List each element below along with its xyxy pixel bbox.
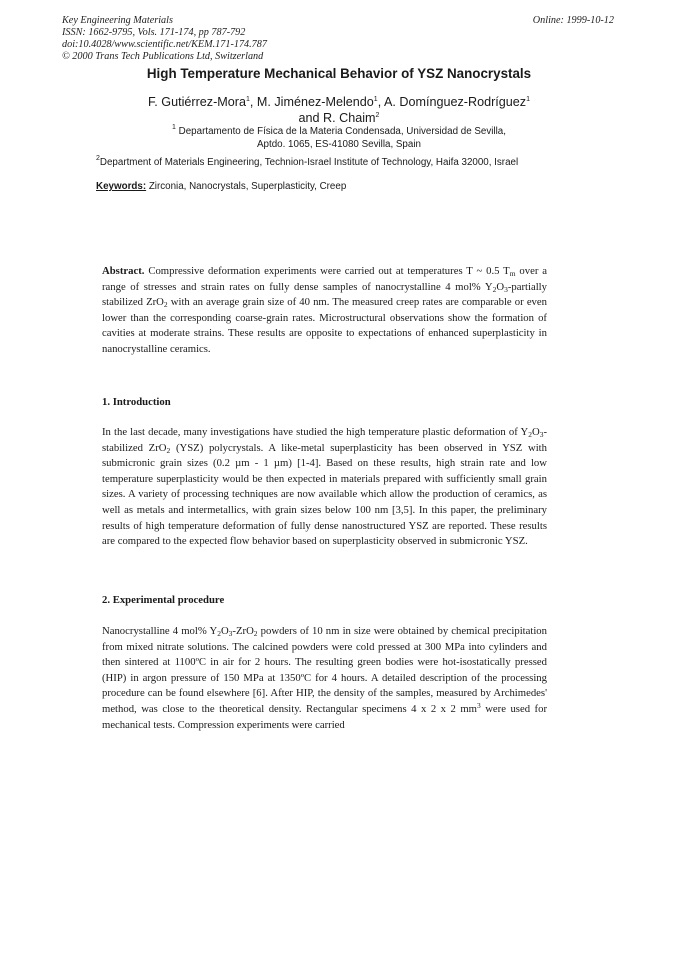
exp-text-1: Nanocrystalline 4 mol% Y bbox=[102, 625, 218, 637]
abstract-sub-zr2: 2 bbox=[163, 300, 168, 310]
experimental-paragraph bbox=[102, 624, 547, 733]
keywords-text: Zirconia, Nanocrystals, Superplasticity, Creep bbox=[146, 181, 347, 192]
abstract-text-2: over a range of stresses and strain rates on fully dense samples of nanocrystalline 4 mol% Y bbox=[102, 265, 547, 293]
affiliation-1-line-1: Departamento de Física de la Materia Condensada, Universidad de Sevilla, bbox=[175, 126, 506, 137]
author-4: and R. Chaim bbox=[298, 111, 376, 125]
author-2: , M. Jiménez-Melendo bbox=[249, 95, 374, 109]
intro-text-2: -stabilized ZrO bbox=[102, 426, 547, 454]
section-heading-experimental: 2. Experimental procedure bbox=[102, 594, 225, 606]
copyright-line: © 2000 Trans Tech Publications Ltd, Switzerland bbox=[62, 51, 264, 62]
abstract-sub-y2: 2 bbox=[492, 284, 497, 294]
author-4-affil: 2 bbox=[375, 112, 380, 119]
abstract-text-4: with an average grain size of 40 nm. The measured creep rates are comparable or even lower than the corresponding coarse-grain rates. Microstructural observations show the formation of cavities at moderate strains. These results are opposite to expectations of enhanced superplasticity in nanocrystalline ceramics. bbox=[102, 296, 547, 355]
author-2-affil: 1 bbox=[373, 96, 378, 103]
author-list bbox=[0, 94, 678, 126]
intro-text-1: In the last decade, many investigations have studied the high temperature plastic deformation of Y bbox=[102, 426, 529, 438]
exp-sub-1: 2 bbox=[217, 629, 221, 638]
affiliation-2-text: Department of Materials Engineering, Technion-Israel Institute of Technology, Haifa 32000, Israel bbox=[99, 157, 519, 168]
introduction-paragraph bbox=[102, 425, 547, 550]
intro-sub-2: 3 bbox=[539, 430, 544, 439]
issn-line: ISSN: 1662-9795, Vols. 171-174, pp 787-792 bbox=[62, 27, 246, 38]
exp-text-3: powders of 10 nm in size were obtained by chemical precipitation from mixed nitrate solutions. The calcined powders were cold pressed at 300 MPa into cylinders and then sintered at 1100ºC in air for 2 hours. The resulting green bodies were hot-isostatically pressed (HIP) in argon pressure of 150 MPa at 1350ºC for 4 hours. A detailed description of the processing procedure can be found elsewhere [6]. After HIP, the density of the samples, measured by Archimedes' method, was close to the theoretical density. Rectangular specimens 4 x 2 x 2 mm bbox=[102, 625, 547, 715]
intro-sub-3: 2 bbox=[166, 445, 171, 455]
exp-text-2: -ZrO bbox=[232, 625, 254, 637]
affiliation-2-marker: 2 bbox=[96, 155, 100, 162]
affiliation-1 bbox=[0, 125, 678, 151]
exp-sup-3: 3 bbox=[476, 700, 481, 710]
abstract-sub-o3: 3 bbox=[504, 284, 508, 294]
section-heading-introduction: 1. Introduction bbox=[102, 396, 171, 408]
keywords bbox=[96, 181, 346, 192]
affiliation-1-marker: 1 bbox=[172, 124, 176, 131]
paper-title: High Temperature Mechanical Behavior of YSZ Nanocrystals bbox=[146, 66, 532, 81]
abstract-text-1: Compressive deformation experiments were carried out at temperatures T ~ 0.5 T bbox=[144, 265, 510, 277]
author-1-affil: 1 bbox=[245, 96, 250, 103]
online-date: Online: 1999-10-12 bbox=[532, 15, 614, 26]
exp-text-o: O bbox=[220, 625, 229, 637]
doi-line: doi:10.4028/www.scientific.net/KEM.171-174.787 bbox=[62, 39, 267, 50]
abstract-text-o: O bbox=[496, 280, 505, 293]
abstract-label: Abstract. bbox=[102, 265, 145, 277]
exp-sub-2: 3 bbox=[228, 629, 233, 638]
exp-sub-3: 2 bbox=[253, 629, 258, 638]
journal-name: Key Engineering Materials bbox=[62, 15, 173, 26]
intro-text-3: (YSZ) polycrystals. A like-metal superplasticity has been observed in YSZ with submicronic grain sizes (0.2 µm - 1 µm) [1-4]. Based on these results, high strain rate and low temperature superplasticity would be then expected in materials prepared with sufficiently small grain sizes. A variety of processing techniques are now available which allow the production of ceramics, as well as metals and intermetallics, with grain sizes below 100 nm [3,5]. In this paper, the preliminary results of high temperature deformation of fully dense nanostructured YSZ are reported. These results are compared to the expected flow behavior based on superplasticity observed in submicronic YSZ. bbox=[102, 441, 547, 548]
journal-header bbox=[62, 15, 267, 63]
intro-text-o: O bbox=[531, 426, 540, 438]
keywords-label: Keywords: bbox=[96, 181, 147, 192]
author-3-affil: 1 bbox=[526, 96, 530, 103]
abstract-sub-m: m bbox=[509, 269, 516, 278]
author-1: F. Gutiérrez-Mora bbox=[148, 95, 246, 109]
exp-text-4: were used for mechanical tests. Compression experiments were carried bbox=[102, 702, 547, 731]
abstract-text-3: -partially stabilized ZrO bbox=[102, 280, 547, 309]
author-line-1 bbox=[0, 94, 678, 110]
author-line-2 bbox=[0, 110, 678, 126]
affiliation-2 bbox=[96, 157, 518, 168]
author-3: , A. Domínguez-Rodríguez bbox=[377, 95, 527, 109]
abstract bbox=[102, 264, 547, 358]
affiliation-1-line-2: Aptdo. 1065, ES-41080 Sevilla, Spain bbox=[257, 139, 421, 150]
intro-sub-1: 2 bbox=[528, 430, 532, 439]
